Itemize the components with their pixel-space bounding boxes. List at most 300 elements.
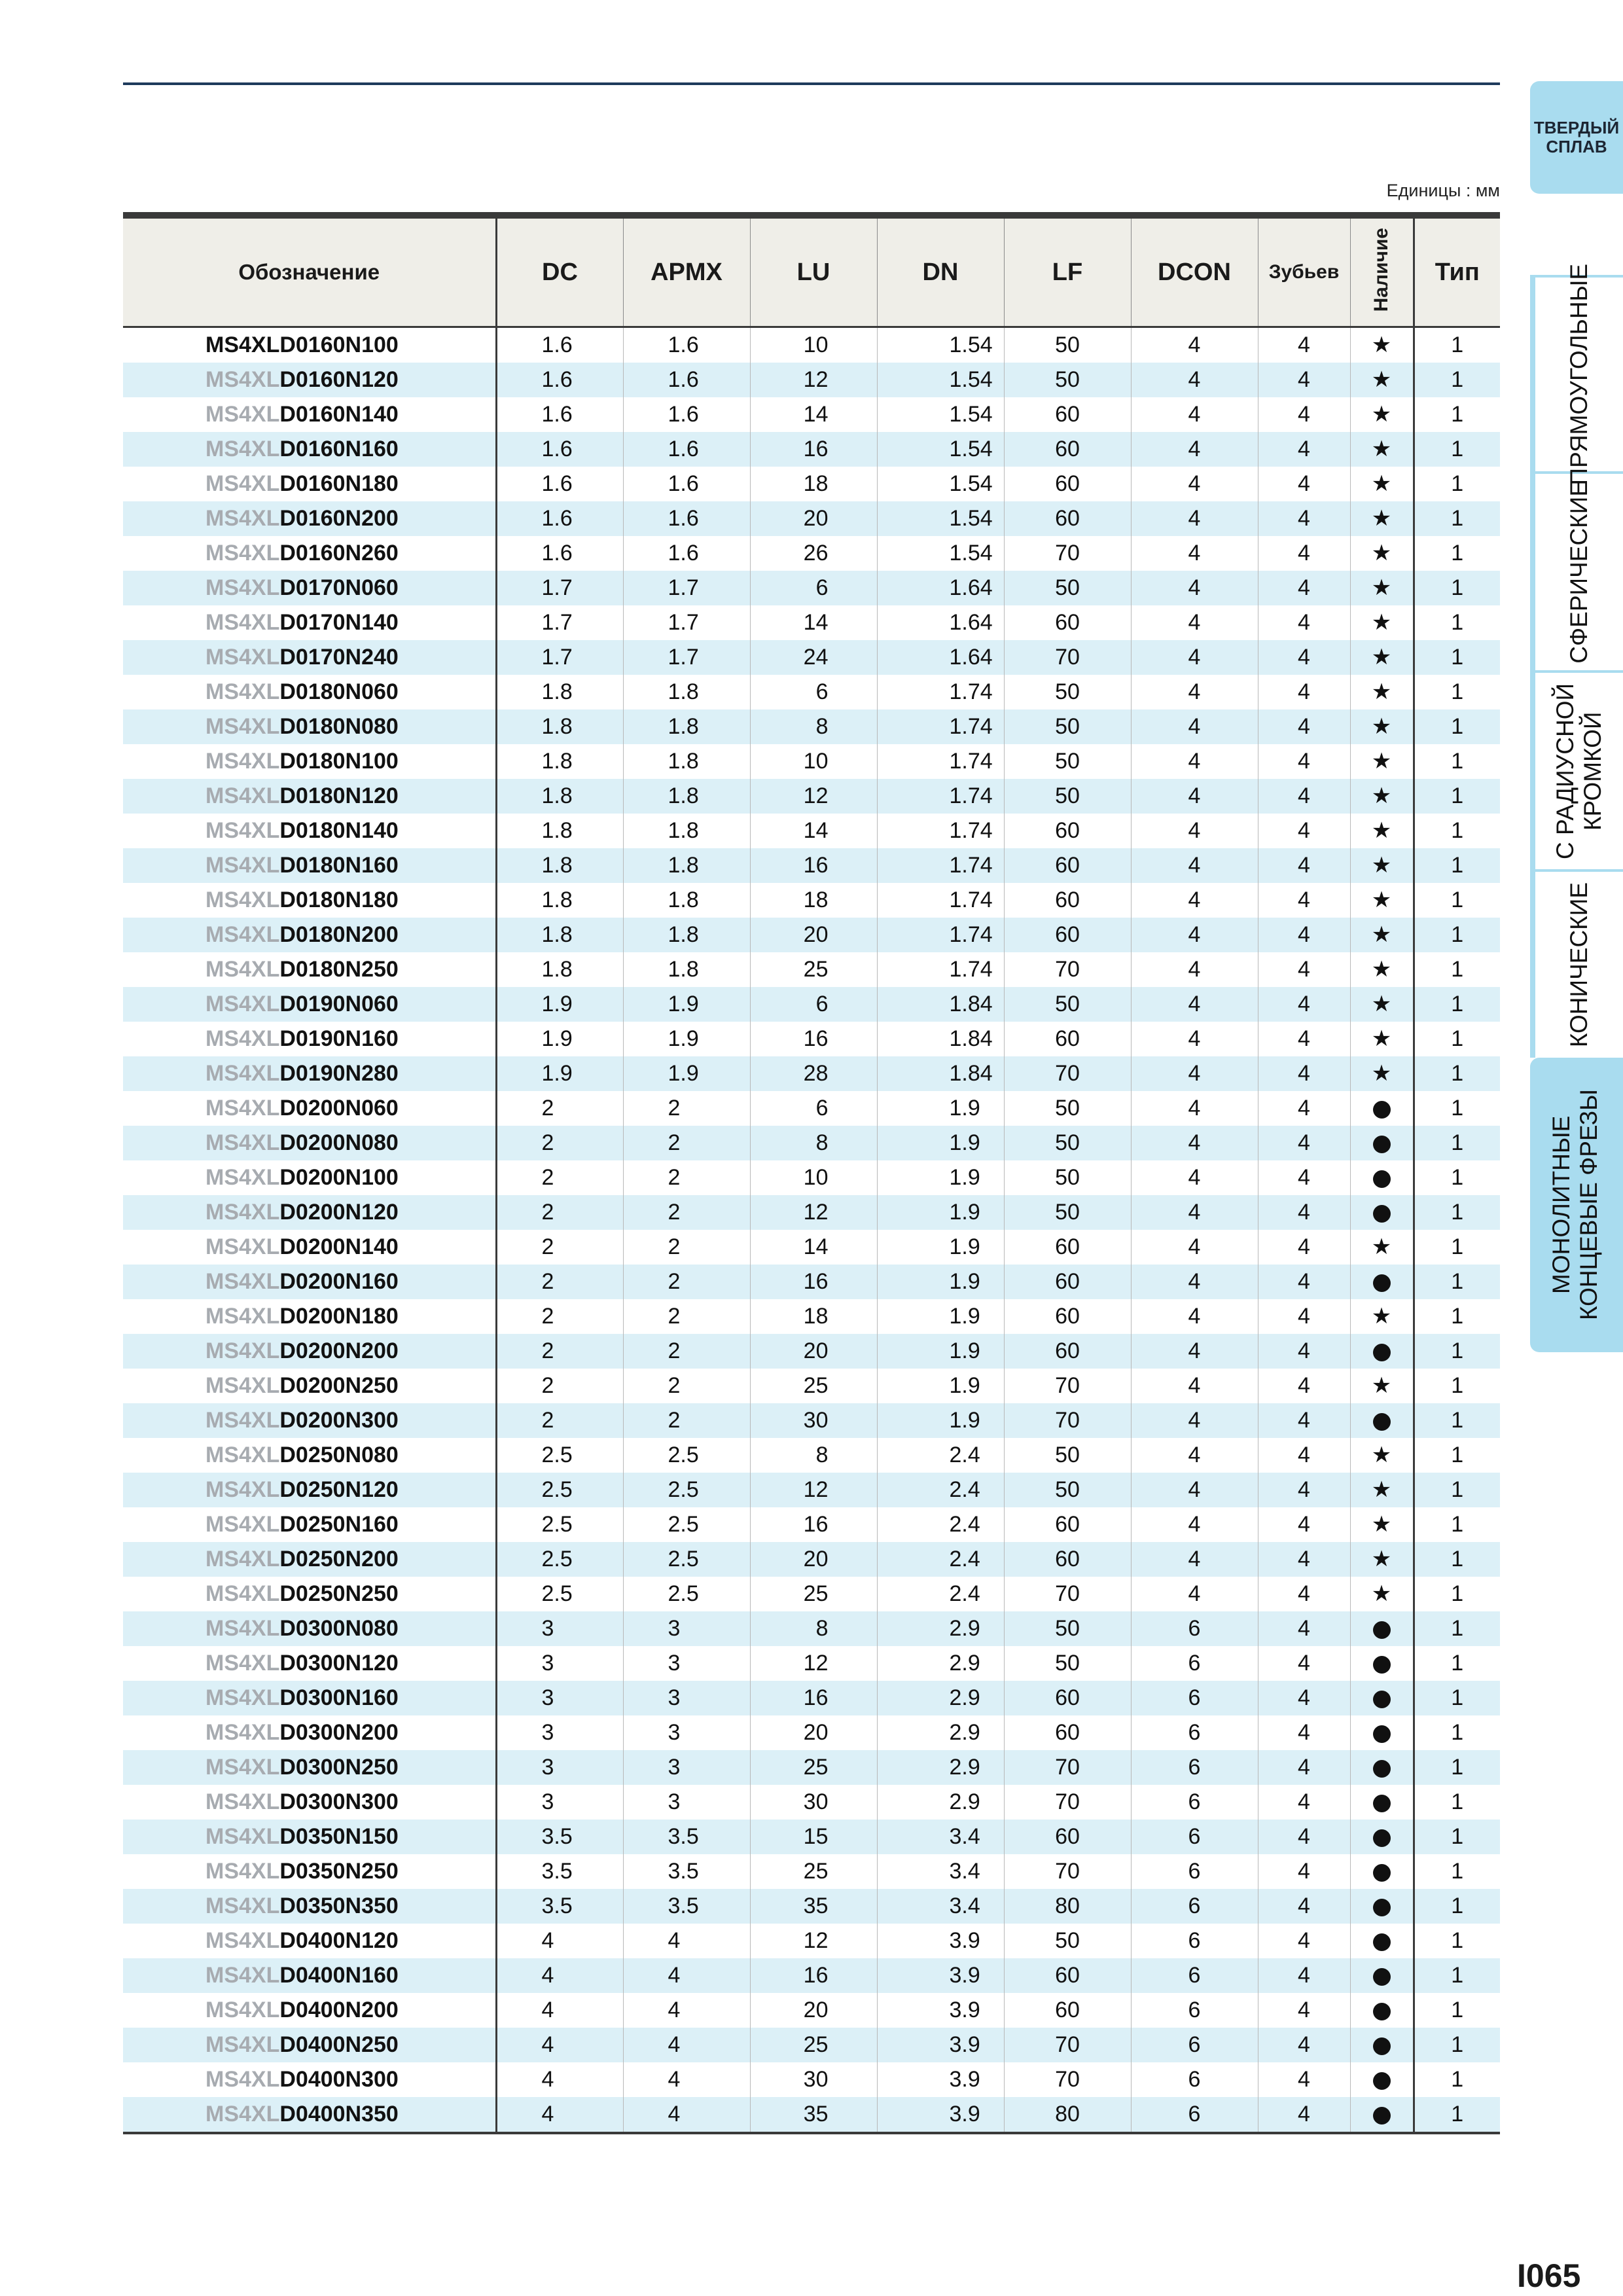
dcon-cell: 4 [1131, 744, 1258, 779]
designation-code: D0190N280 [279, 1061, 399, 1086]
lf-cell: 60 [1004, 605, 1131, 640]
dc-cell: 2 [496, 1126, 623, 1160]
teeth-cell: 4 [1258, 1785, 1350, 1820]
apmx-cell: 1.8 [623, 848, 750, 883]
dn-cell: 1.74 [877, 918, 1004, 952]
availability-cell [1350, 1750, 1414, 1785]
availability-cell [1350, 1507, 1414, 1542]
tab-conical[interactable] [1530, 869, 1623, 1058]
dn-cell: 1.54 [877, 397, 1004, 432]
teeth-cell: 4 [1258, 571, 1350, 605]
apmx-cell: 3 [623, 1646, 750, 1681]
lu-cell: 28 [750, 1056, 877, 1091]
availability-cell [1350, 709, 1414, 744]
designation-cell [123, 1022, 496, 1056]
table-row [123, 1646, 1500, 1681]
teeth-cell: 4 [1258, 467, 1350, 501]
table-row [123, 571, 1500, 605]
tab-rectangular-label: ПРЯМОУГОЛЬНЫЕ [1565, 263, 1592, 486]
dc-cell: 1.7 [496, 640, 623, 675]
dcon-cell: 4 [1131, 327, 1258, 363]
lu-cell: 10 [750, 744, 877, 779]
apmx-cell: 2.5 [623, 1473, 750, 1507]
designation-cell [123, 1681, 496, 1715]
star-icon: ★ [1371, 888, 1392, 912]
lu-cell: 8 [750, 1438, 877, 1473]
col-header-dc: DC [496, 215, 623, 327]
dn-cell: 1.9 [877, 1299, 1004, 1334]
lu-cell: 6 [750, 1091, 877, 1126]
apmx-cell: 1.6 [623, 467, 750, 501]
apmx-cell: 3 [623, 1681, 750, 1715]
dot-icon [1373, 1205, 1391, 1223]
teeth-cell: 4 [1258, 2028, 1350, 2062]
dn-cell: 1.54 [877, 536, 1004, 571]
col-header-lf: LF [1004, 215, 1131, 327]
designation-code: D0400N160 [279, 1963, 399, 1988]
type-cell: 1 [1414, 1056, 1500, 1091]
table-row [123, 1473, 1500, 1507]
dot-icon [1373, 1968, 1391, 1986]
lu-cell: 35 [750, 1889, 877, 1924]
lf-cell: 60 [1004, 883, 1131, 918]
designation-prefix: MS4XL [205, 1338, 280, 1363]
tab-hard-alloy[interactable]: ТВЕРДЫЙ СПЛАВ [1530, 81, 1623, 194]
designation-code: D0160N160 [279, 437, 399, 461]
dn-cell: 3.9 [877, 2062, 1004, 2097]
dcon-cell: 4 [1131, 1022, 1258, 1056]
dc-cell: 4 [496, 2097, 623, 2133]
spec-table [123, 212, 1500, 2134]
type-cell: 1 [1451, 1651, 1464, 1676]
availability-cell [1350, 1056, 1414, 1091]
table-row [123, 640, 1500, 675]
designation-prefix: MS4XL [205, 506, 280, 531]
availability-cell [1350, 1334, 1414, 1369]
lu-cell: 25 [750, 2028, 877, 2062]
teeth-cell: 4 [1258, 1403, 1350, 1438]
lf-cell: 50 [1004, 779, 1131, 814]
type-cell: 1 [1414, 1750, 1500, 1785]
teeth-cell: 4 [1258, 744, 1350, 779]
dn-cell: 1.9 [877, 1403, 1004, 1438]
dc-cell: 4 [496, 2028, 623, 2062]
availability-cell [1350, 1091, 1414, 1126]
apmx-cell: 2.5 [623, 1438, 750, 1473]
table-row [123, 1542, 1500, 1577]
star-icon: ★ [1371, 957, 1392, 982]
designation-code: D0300N250 [279, 1755, 399, 1780]
table-row [123, 432, 1500, 467]
designation-prefix: MS4XL [205, 1789, 280, 1814]
table-row [123, 848, 1500, 883]
lf-cell: 60 [1004, 1334, 1131, 1369]
designation-prefix: MS4XL [205, 575, 280, 600]
teeth-cell: 4 [1258, 1126, 1350, 1160]
star-icon: ★ [1371, 367, 1392, 392]
designation-code: D0200N060 [279, 1096, 399, 1121]
lf-cell: 50 [1004, 675, 1131, 709]
dcon-cell: 4 [1131, 779, 1258, 814]
star-icon: ★ [1371, 1061, 1392, 1086]
designation-code: D0160N200 [279, 506, 399, 531]
availability-cell [1350, 1681, 1414, 1715]
dcon-cell: 4 [1131, 1507, 1258, 1542]
lf-cell: 50 [1004, 987, 1131, 1022]
teeth-cell: 4 [1258, 605, 1350, 640]
dn-cell: 1.9 [877, 1160, 1004, 1195]
type-cell: 1 [1451, 1234, 1464, 1259]
dcon-cell: 6 [1131, 1646, 1258, 1681]
availability-cell [1350, 1126, 1414, 1160]
table-row [123, 1438, 1500, 1473]
designation-cell [123, 987, 496, 1022]
col-header-dn: DN [877, 215, 1004, 327]
dcon-cell: 6 [1131, 1889, 1258, 1924]
availability-cell [1350, 1646, 1414, 1681]
dot-icon [1373, 1621, 1391, 1639]
dn-cell: 2.9 [877, 1681, 1004, 1715]
availability-cell [1350, 1195, 1414, 1230]
designation-prefix: MS4XL [205, 922, 280, 947]
lu-cell: 16 [750, 1681, 877, 1715]
designation-prefix: MS4XL [205, 1096, 280, 1121]
table-row [123, 1958, 1500, 1993]
dcon-cell: 4 [1131, 814, 1258, 848]
designation-prefix: MS4XL [205, 1859, 280, 1884]
availability-cell [1350, 2062, 1414, 2097]
designation-prefix: MS4XL [205, 610, 280, 635]
lf-cell: 60 [1004, 1022, 1131, 1056]
star-icon: ★ [1371, 1026, 1392, 1051]
lf-cell: 50 [1004, 1126, 1131, 1160]
dcon-cell: 6 [1131, 1715, 1258, 1750]
star-icon: ★ [1371, 1512, 1392, 1537]
table-row [123, 1299, 1500, 1334]
designation-code: D0250N250 [279, 1581, 399, 1606]
designation-cell [123, 883, 496, 918]
star-icon: ★ [1371, 1443, 1392, 1467]
lf-cell: 60 [1004, 848, 1131, 883]
dc-cell: 3 [496, 1715, 623, 1750]
apmx-cell: 1.6 [623, 536, 750, 571]
dc-cell: 2 [496, 1369, 623, 1403]
designation-code: D0300N080 [279, 1616, 399, 1641]
availability-cell [1350, 1577, 1414, 1611]
table-row [123, 1889, 1500, 1924]
apmx-cell: 2 [623, 1334, 750, 1369]
table-row [123, 1993, 1500, 2028]
table-row [123, 1854, 1500, 1889]
dc-cell: 2.5 [496, 1507, 623, 1542]
dot-icon [1373, 1829, 1391, 1847]
designation-prefix: MS4XL [205, 1061, 280, 1086]
lu-cell: 12 [750, 779, 877, 814]
type-cell: 1 [1451, 888, 1464, 912]
tab-spherical[interactable] [1530, 471, 1623, 670]
dcon-cell: 4 [1131, 675, 1258, 709]
teeth-cell: 4 [1258, 501, 1350, 536]
lu-cell: 18 [750, 1299, 877, 1334]
tab-solid-end-mills[interactable] [1530, 1058, 1623, 1352]
type-cell: 1 [1451, 749, 1464, 774]
star-icon: ★ [1371, 1373, 1392, 1398]
dn-cell: 1.74 [877, 709, 1004, 744]
type-cell: 1 [1451, 1373, 1464, 1398]
col-header-dcon: DCON [1131, 215, 1258, 327]
designation-cell [123, 363, 496, 397]
apmx-cell: 2 [623, 1160, 750, 1195]
teeth-cell: 4 [1258, 1924, 1350, 1958]
type-cell: 1 [1451, 1304, 1464, 1329]
dn-cell: 1.74 [877, 952, 1004, 987]
dc-cell: 4 [496, 2062, 623, 2097]
lf-cell: 50 [1004, 709, 1131, 744]
dcon-cell: 4 [1131, 987, 1258, 1022]
availability-cell [1350, 571, 1414, 605]
table-row [123, 1265, 1500, 1299]
table-row [123, 363, 1500, 397]
dc-cell: 4 [496, 1958, 623, 1993]
designation-code: D0200N180 [279, 1304, 399, 1329]
lu-cell: 16 [750, 848, 877, 883]
dcon-cell: 4 [1131, 467, 1258, 501]
page-number: I065 [1517, 2257, 1581, 2294]
teeth-cell: 4 [1258, 1715, 1350, 1750]
dc-cell: 1.8 [496, 779, 623, 814]
lu-cell: 25 [750, 952, 877, 987]
dc-cell: 1.6 [496, 501, 623, 536]
type-cell: 1 [1451, 1720, 1464, 1745]
table-row [123, 1056, 1500, 1091]
teeth-cell: 4 [1258, 1334, 1350, 1369]
dcon-cell: 4 [1131, 605, 1258, 640]
lu-cell: 15 [750, 1820, 877, 1854]
availability-cell [1350, 779, 1414, 814]
dcon-cell: 4 [1131, 1369, 1258, 1403]
availability-cell [1350, 536, 1414, 571]
designation-cell [123, 327, 496, 363]
dc-cell: 3.5 [496, 1820, 623, 1854]
dcon-cell: 6 [1131, 1611, 1258, 1646]
designation-code: D0400N120 [279, 1928, 399, 1953]
dc-cell: 2 [496, 1230, 623, 1265]
dc-cell: 1.6 [496, 327, 623, 363]
availability-header-text: Наличие [1370, 227, 1392, 312]
designation-code: D0180N080 [279, 714, 399, 739]
designation-prefix: MS4XL [205, 714, 280, 739]
dn-cell: 3.9 [877, 1958, 1004, 1993]
availability-cell [1350, 2028, 1414, 2062]
lf-cell: 50 [1004, 1438, 1131, 1473]
dcon-cell: 4 [1131, 1577, 1258, 1611]
designation-cell [123, 1611, 496, 1646]
designation-cell [123, 536, 496, 571]
availability-cell [1350, 1611, 1414, 1646]
designation-cell [123, 1438, 496, 1473]
apmx-cell: 3 [623, 1715, 750, 1750]
designation-code: D0200N100 [279, 1165, 399, 1190]
teeth-cell: 4 [1258, 1611, 1350, 1646]
table-row [123, 918, 1500, 952]
designation-cell [123, 1334, 496, 1369]
apmx-cell: 1.7 [623, 571, 750, 605]
designation-cell [123, 709, 496, 744]
tab-solid-end-mills-label: МОНОЛИТНЫЕ КОНЦЕВЫЕ ФРЕЗЫ [1548, 1089, 1602, 1321]
availability-cell [1350, 1993, 1414, 2028]
teeth-cell: 4 [1258, 432, 1350, 467]
dot-icon [1373, 1691, 1391, 1708]
lu-cell: 8 [750, 709, 877, 744]
star-icon: ★ [1371, 992, 1392, 1016]
designation-cell [123, 397, 496, 432]
dcon-cell: 6 [1131, 2062, 1258, 2097]
type-cell: 1 [1414, 2097, 1500, 2133]
designation-cell [123, 1195, 496, 1230]
table-row [123, 814, 1500, 848]
dcon-cell: 6 [1131, 1785, 1258, 1820]
availability-cell [1350, 640, 1414, 675]
lu-cell: 6 [750, 675, 877, 709]
designation-prefix: MS4XL [205, 1755, 280, 1780]
type-cell: 1 [1451, 541, 1464, 565]
designation-cell [123, 1473, 496, 1507]
apmx-cell: 1.8 [623, 709, 750, 744]
availability-cell [1350, 432, 1414, 467]
dc-cell: 2 [496, 1195, 623, 1230]
designation-code: D0170N140 [279, 610, 399, 635]
dn-cell: 2.9 [877, 1646, 1004, 1681]
designation-cell [123, 640, 496, 675]
lf-cell: 60 [1004, 1681, 1131, 1715]
dn-cell: 2.4 [877, 1438, 1004, 1473]
designation-cell [123, 744, 496, 779]
designation-code: D0200N120 [279, 1200, 399, 1225]
availability-cell [1350, 1854, 1414, 1889]
lf-cell: 60 [1004, 397, 1131, 432]
dcon-cell: 4 [1131, 1160, 1258, 1195]
lu-cell: 12 [750, 1473, 877, 1507]
tab-radius-edge[interactable] [1530, 670, 1623, 869]
table-row [123, 1924, 1500, 1958]
dot-icon [1373, 1760, 1391, 1778]
designation-code: D0200N080 [279, 1130, 399, 1155]
dn-cell: 3.9 [877, 2028, 1004, 2062]
designation-cell [123, 1577, 496, 1611]
dc-cell: 2 [496, 1403, 623, 1438]
availability-cell [1350, 1160, 1414, 1195]
dn-cell: 2.4 [877, 1577, 1004, 1611]
type-cell: 1 [1451, 1859, 1464, 1884]
lf-cell: 50 [1004, 1160, 1131, 1195]
designation-prefix: MS4XL [205, 1373, 280, 1398]
teeth-cell: 4 [1258, 709, 1350, 744]
type-cell: 1 [1451, 1096, 1464, 1121]
apmx-cell: 4 [623, 2062, 750, 2097]
lu-cell: 16 [750, 432, 877, 467]
apmx-cell: 2 [623, 1265, 750, 1299]
designation-code: D0250N200 [279, 1547, 399, 1571]
teeth-cell: 4 [1258, 1854, 1350, 1889]
dot-icon [1373, 1413, 1391, 1431]
availability-cell [1350, 467, 1414, 501]
lu-cell: 18 [750, 467, 877, 501]
dcon-cell: 4 [1131, 1473, 1258, 1507]
dcon-cell: 4 [1131, 1230, 1258, 1265]
designation-code: D0400N350 [279, 2102, 399, 2126]
designation-code: D0180N200 [279, 922, 399, 947]
dn-cell: 1.84 [877, 987, 1004, 1022]
designation-prefix: MS4XL [205, 1269, 280, 1294]
dc-cell: 3.5 [496, 1889, 623, 1924]
lf-cell: 70 [1004, 1056, 1131, 1091]
lu-cell: 35 [750, 2097, 877, 2133]
dc-cell: 3 [496, 1750, 623, 1785]
lu-cell: 14 [750, 605, 877, 640]
designation-cell [123, 918, 496, 952]
lu-cell: 25 [750, 1369, 877, 1403]
dcon-cell: 4 [1131, 1056, 1258, 1091]
tab-spherical-label: СФЕРИЧЕСКИЕ [1565, 480, 1592, 664]
designation-code: D0300N160 [279, 1685, 399, 1710]
table-row [123, 709, 1500, 744]
lf-cell: 60 [1004, 1993, 1131, 2028]
designation-code: D0400N200 [279, 1998, 399, 2022]
dc-cell: 2 [496, 1334, 623, 1369]
table-row [123, 1577, 1500, 1611]
table-row [123, 605, 1500, 640]
dot-icon [1373, 1933, 1391, 1951]
teeth-cell: 4 [1258, 675, 1350, 709]
lf-cell: 60 [1004, 467, 1131, 501]
teeth-cell: 4 [1258, 1438, 1350, 1473]
lf-cell: 50 [1004, 744, 1131, 779]
dc-cell: 1.8 [496, 744, 623, 779]
availability-cell [1350, 1438, 1414, 1473]
dot-icon [1373, 1101, 1391, 1119]
designation-code: D0170N060 [279, 575, 399, 600]
apmx-cell: 2.5 [623, 1507, 750, 1542]
apmx-cell: 3 [623, 1785, 750, 1820]
dc-cell: 1.9 [496, 1022, 623, 1056]
tab-rectangular[interactable] [1530, 263, 1623, 486]
dn-cell: 1.84 [877, 1056, 1004, 1091]
lf-cell: 70 [1004, 1785, 1131, 1820]
table-row [123, 1611, 1500, 1646]
designation-code: D0200N140 [279, 1234, 399, 1259]
availability-cell [1350, 1369, 1414, 1403]
designation-prefix: MS4XL [205, 1234, 280, 1259]
teeth-cell: 4 [1258, 1507, 1350, 1542]
apmx-cell: 1.9 [623, 987, 750, 1022]
apmx-cell: 1.8 [623, 883, 750, 918]
teeth-cell: 4 [1258, 2097, 1350, 2133]
teeth-cell: 4 [1258, 640, 1350, 675]
apmx-cell: 1.7 [623, 605, 750, 640]
designation-code: D0160N120 [279, 367, 399, 392]
dn-cell: 1.54 [877, 327, 1004, 363]
star-icon: ★ [1371, 922, 1392, 947]
lf-cell: 70 [1004, 1577, 1131, 1611]
teeth-cell: 4 [1258, 1750, 1350, 1785]
apmx-cell: 1.9 [623, 1022, 750, 1056]
type-cell: 1 [1414, 1889, 1500, 1924]
table-row [123, 1820, 1500, 1854]
designation-code: D0160N140 [279, 402, 399, 427]
lf-cell: 70 [1004, 952, 1131, 987]
dcon-cell: 4 [1131, 1403, 1258, 1438]
dn-cell: 1.54 [877, 501, 1004, 536]
